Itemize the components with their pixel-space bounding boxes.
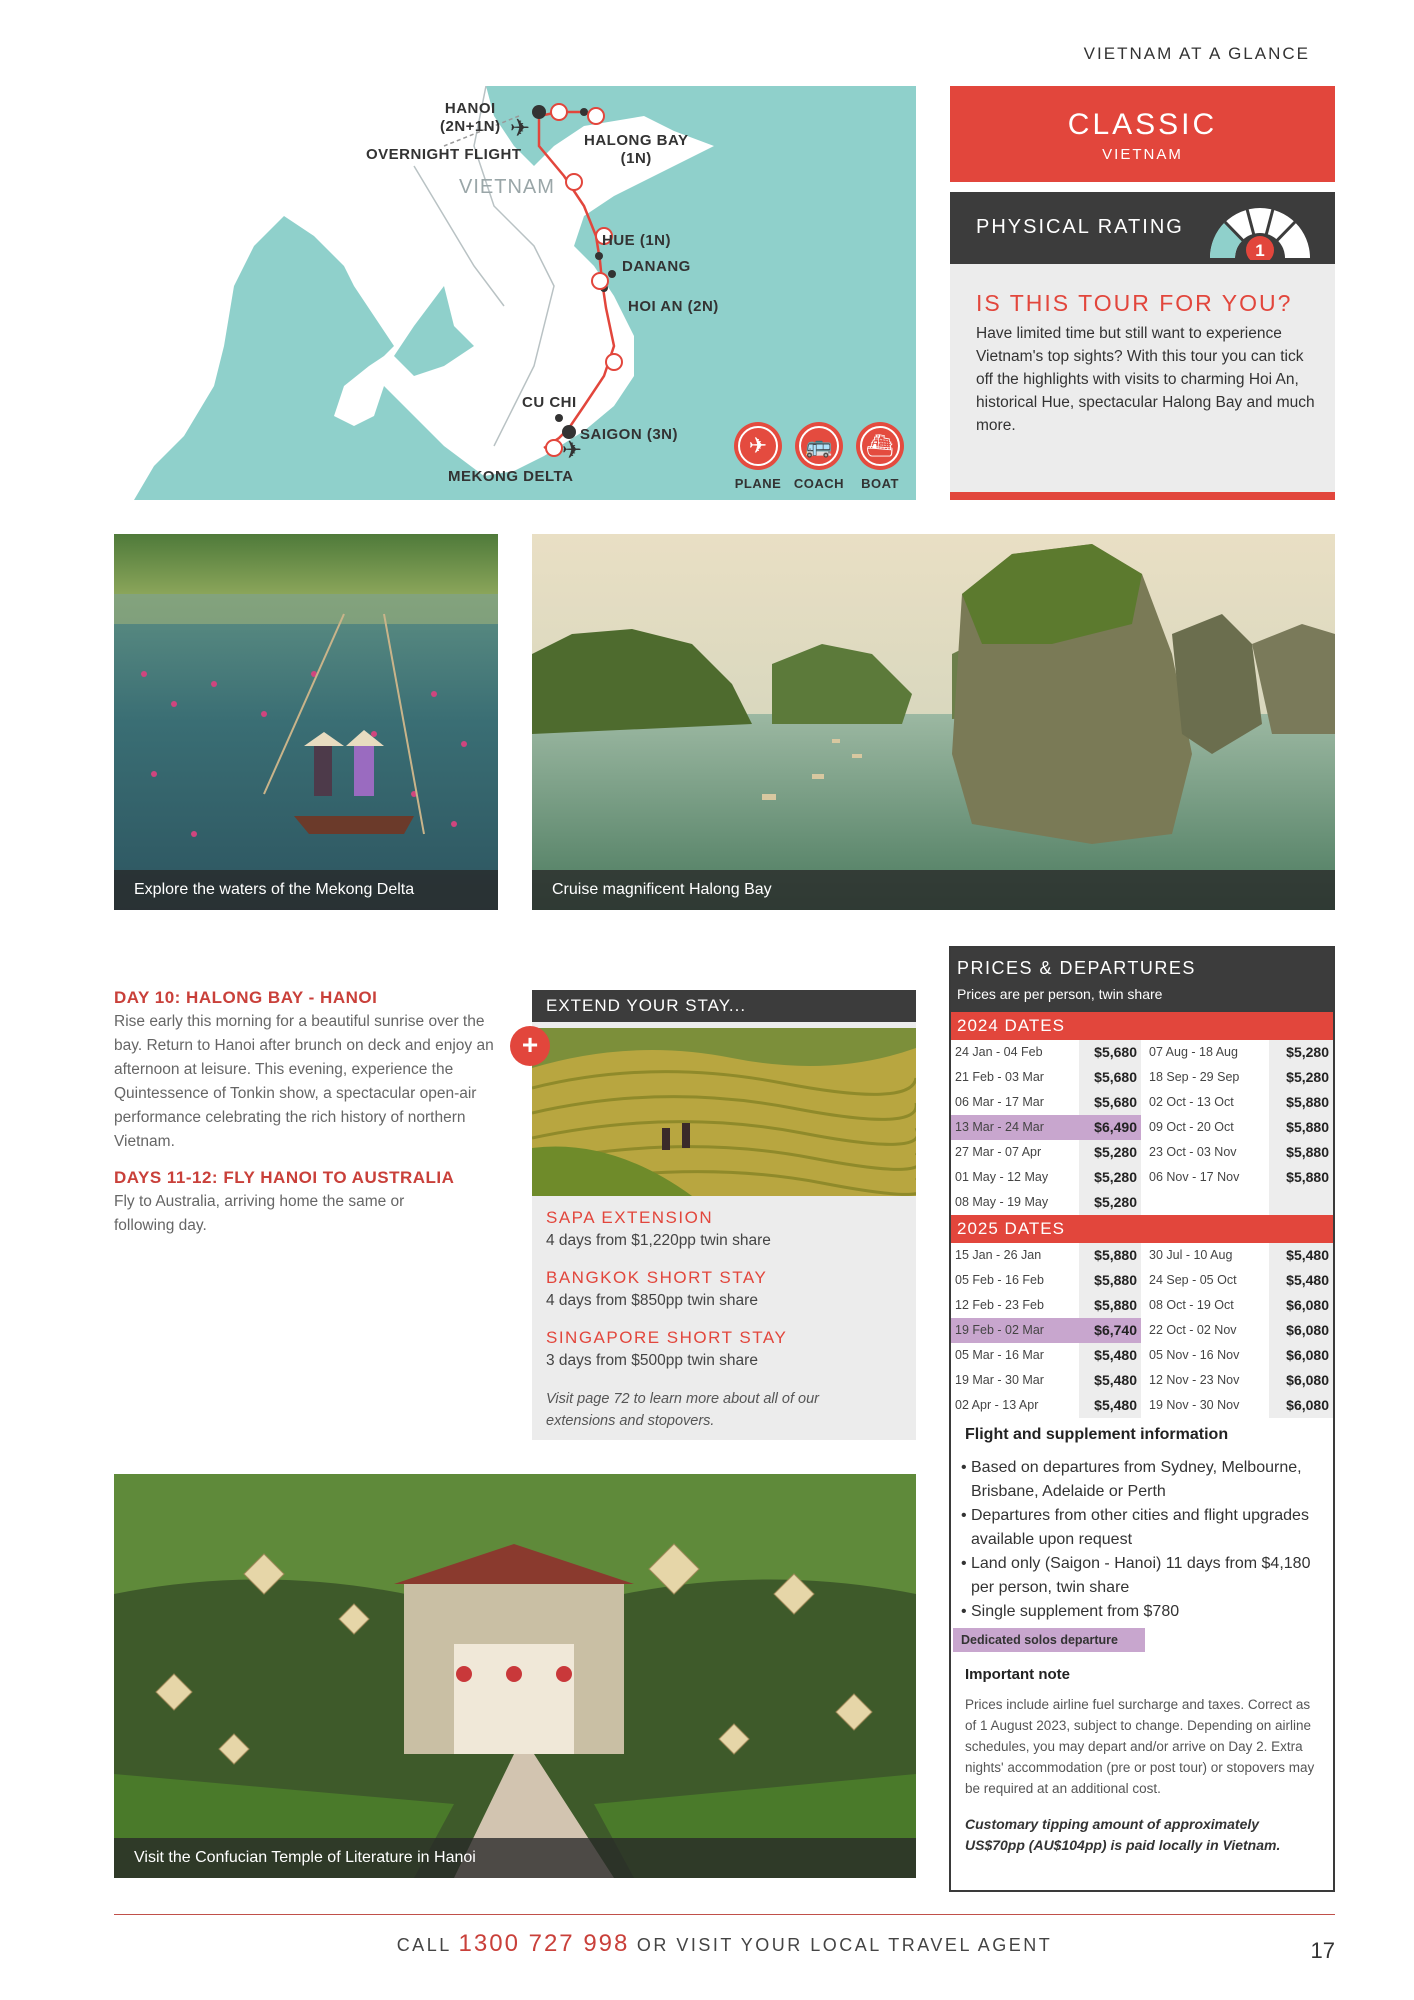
plane-marker-icon: ✈ xyxy=(510,114,531,142)
price-cell: $5,880 xyxy=(1269,1165,1333,1190)
day-10-heading: DAY 10: HALONG BAY - HANOI xyxy=(114,988,378,1007)
table-row xyxy=(951,1190,1333,1215)
date-cell: 05 Mar - 16 Mar xyxy=(955,1348,1044,1362)
price-cell: $5,280 xyxy=(1079,1165,1141,1190)
price-cell: $5,880 xyxy=(1079,1243,1141,1268)
physical-rating-label: PHYSICAL RATING xyxy=(976,216,1184,238)
caption-temple: Visit the Confucian Temple of Literature in Hanoi xyxy=(114,1838,916,1878)
price-cell: $6,740 xyxy=(1079,1318,1141,1343)
price-cell: $5,480 xyxy=(1079,1393,1141,1418)
table-row xyxy=(951,1165,1333,1190)
prices-subtitle: Prices are per person, twin share xyxy=(957,986,1163,1002)
date-cell: 19 Nov - 30 Nov xyxy=(1149,1398,1240,1412)
list-item: • Single supplement from $780 xyxy=(959,1600,1329,1624)
date-cell: 02 Oct - 13 Oct xyxy=(1149,1095,1234,1109)
date-cell: 05 Nov - 16 Nov xyxy=(1149,1348,1240,1362)
price-cell: $5,880 xyxy=(1269,1090,1333,1115)
day-10-text: Rise early this morning for a beautiful sunrise over the bay. Return to Hanoi after brunch on deck and enjoy an afternoon at leisure. This evening, experience the Quintessence of Tonkin show, a spectacular open-air performance celebrating the rich history of northern Vietnam. xyxy=(114,1013,494,1150)
label-mekong-delta: MEKONG DELTA xyxy=(448,468,574,485)
hanoi-dot xyxy=(532,105,546,119)
day-11-12-heading: DAYS 11-12: FLY HANOI TO AUSTRALIA xyxy=(114,1168,455,1187)
list-item: • Departures from other cities and flight upgrades available upon request xyxy=(959,1504,1329,1552)
tour-for-you-box xyxy=(950,264,1335,500)
year-heading: 2024 DATES xyxy=(951,1012,1333,1040)
table-row xyxy=(951,1140,1333,1165)
photo-halong-bay xyxy=(532,534,1335,910)
prices-departures-panel xyxy=(949,946,1335,1892)
price-cell: $5,280 xyxy=(1269,1040,1333,1065)
date-cell: 22 Oct - 02 Nov xyxy=(1149,1323,1237,1337)
list-item: • Land only (Saigon - Hanoi) 11 days from $4,180 per person, twin share xyxy=(959,1552,1329,1600)
date-cell: 02 Apr - 13 Apr xyxy=(955,1398,1039,1412)
phone-number[interactable]: 1300 727 998 xyxy=(458,1930,630,1957)
date-cell: 19 Feb - 02 Mar xyxy=(951,1318,1079,1343)
price-cell: $5,680 xyxy=(1079,1065,1141,1090)
footer-divider xyxy=(114,1914,1335,1915)
extend-note: Visit page 72 to learn more about all of our extensions and stopovers. xyxy=(546,1391,819,1429)
photo-temple-of-literature xyxy=(114,1474,916,1878)
date-cell xyxy=(1145,1190,1269,1215)
extend-heading: EXTEND YOUR STAY... xyxy=(532,990,916,1022)
halong-dot xyxy=(580,108,588,116)
solos-departure-badge: Dedicated solos departure xyxy=(953,1628,1145,1652)
table-row xyxy=(951,1243,1333,1268)
price-cell: $6,080 xyxy=(1269,1368,1333,1393)
date-cell: 12 Nov - 23 Nov xyxy=(1149,1373,1240,1387)
price-cell: $5,480 xyxy=(1079,1343,1141,1368)
prices-header xyxy=(951,948,1333,1012)
date-cell: 27 Mar - 07 Apr xyxy=(955,1145,1042,1159)
hue-dot xyxy=(595,252,603,260)
label-overnight-flight: OVERNIGHT FLIGHT xyxy=(366,146,522,163)
price-cell: $5,280 xyxy=(1079,1140,1141,1165)
price-cell: $6,490 xyxy=(1079,1115,1141,1140)
date-cell: 07 Aug - 18 Aug xyxy=(1149,1045,1238,1059)
label-danang: DANANG xyxy=(622,258,691,275)
plus-icon: + xyxy=(510,1026,550,1066)
date-cell: 18 Sep - 29 Sep xyxy=(1149,1070,1240,1084)
page-number: 17 xyxy=(1310,1938,1335,1963)
price-cell: $5,280 xyxy=(1269,1065,1333,1090)
extend-your-stay-box xyxy=(521,990,916,1440)
sapa-extension-title: SAPA EXTENSION xyxy=(546,1208,714,1227)
label-saigon: SAIGON (3N) xyxy=(580,426,679,443)
rating-gauge-icon xyxy=(1205,200,1315,260)
date-cell: 05 Feb - 16 Feb xyxy=(955,1273,1044,1287)
date-cell: 01 May - 12 May xyxy=(955,1170,1049,1184)
plane-icon: ✈ xyxy=(748,433,768,458)
day-11-12-text: Fly to Australia, arriving home the same or following day. xyxy=(114,1193,405,1234)
important-note-text: Prices include airline fuel surcharge and taxes. Correct as of 1 August 2023, subject to change. Depending on airline schedules, you may depart and/or arrive on Day 2. Extra nights' accommodation (pre or post tour) or stopovers may be required at an additional cost. xyxy=(965,1697,1315,1796)
date-cell: 08 May - 19 May xyxy=(955,1195,1049,1209)
legend-coach: 🚌 COACH xyxy=(790,422,848,491)
label-cu-chi: CU CHI xyxy=(522,394,577,411)
table-row xyxy=(951,1090,1333,1115)
cuchi-dot xyxy=(555,414,563,422)
legend-boat: ⛴ BOAT xyxy=(851,422,909,491)
date-cell: 13 Mar - 24 Mar xyxy=(951,1115,1079,1140)
flight-info-list xyxy=(959,1456,1329,1624)
caption-mekong: Explore the waters of the Mekong Delta xyxy=(114,870,498,910)
price-cell: $5,880 xyxy=(1269,1115,1333,1140)
tour-title-card xyxy=(950,86,1335,182)
route-map xyxy=(114,86,916,500)
table-row xyxy=(951,1040,1333,1065)
date-cell: 15 Jan - 26 Jan xyxy=(955,1248,1042,1262)
danang-dot xyxy=(608,270,616,278)
price-cell: $5,880 xyxy=(1079,1293,1141,1318)
table-row xyxy=(951,1268,1333,1293)
date-cell: 06 Nov - 17 Nov xyxy=(1149,1170,1240,1184)
page-section-title: VIETNAM AT A GLANCE xyxy=(1083,44,1310,63)
coach-icon: 🚌 xyxy=(805,433,833,458)
sapa-extension-detail: 4 days from $1,220pp twin share xyxy=(546,1232,771,1249)
tour-destination: VIETNAM xyxy=(1102,146,1183,163)
tipping-note: Customary tipping amount of approximately US$70pp (AU$104pp) is paid locally in Vietnam. xyxy=(965,1816,1281,1853)
footer-cta: CALL 1300 727 998 OR VISIT YOUR LOCAL TRAVEL AGENT xyxy=(396,1930,1053,1957)
legend-plane: ✈ PLANE xyxy=(729,422,787,491)
label-hanoi: HANOI (2N+1N) xyxy=(440,100,501,135)
price-cell: $5,880 xyxy=(1079,1268,1141,1293)
table-row xyxy=(951,1115,1333,1140)
date-cell: 12 Feb - 23 Feb xyxy=(955,1298,1044,1312)
svg-text:✈: ✈ xyxy=(562,436,583,464)
photo-sapa-terraces xyxy=(532,1028,916,1196)
date-cell: 24 Jan - 04 Feb xyxy=(955,1045,1043,1059)
table-row xyxy=(951,1318,1333,1343)
bangkok-stay-title: BANGKOK SHORT STAY xyxy=(546,1268,768,1287)
price-cell: $5,480 xyxy=(1269,1268,1333,1293)
price-cell: $5,680 xyxy=(1079,1040,1141,1065)
prices-title: PRICES & DEPARTURES xyxy=(957,958,1196,978)
label-halong-bay: HALONG BAY (1N) xyxy=(584,132,689,167)
boat-icon: ⛴ xyxy=(866,433,894,458)
price-cell: $6,080 xyxy=(1269,1393,1333,1418)
singapore-stay-detail: 3 days from $500pp twin share xyxy=(546,1352,758,1369)
table-row xyxy=(951,1368,1333,1393)
year-heading: 2025 DATES xyxy=(951,1215,1333,1243)
price-cell: $6,080 xyxy=(1269,1318,1333,1343)
rating-value: 1 xyxy=(1255,241,1265,260)
price-cell: $5,280 xyxy=(1079,1190,1141,1215)
table-row xyxy=(951,1393,1333,1418)
price-cell: $5,880 xyxy=(1269,1140,1333,1165)
bangkok-stay-detail: 4 days from $850pp twin share xyxy=(546,1292,758,1309)
price-cell: $6,080 xyxy=(1269,1293,1333,1318)
label-country: VIETNAM xyxy=(459,176,555,198)
price-cell: $5,480 xyxy=(1079,1368,1141,1393)
table-row xyxy=(951,1065,1333,1090)
table-row xyxy=(951,1293,1333,1318)
flight-info-heading: Flight and supplement information xyxy=(965,1426,1229,1443)
date-cell: 08 Oct - 19 Oct xyxy=(1149,1298,1234,1312)
date-cell: 21 Feb - 03 Mar xyxy=(955,1070,1044,1084)
photo-mekong-delta xyxy=(114,534,498,910)
price-cell: $5,480 xyxy=(1269,1243,1333,1268)
important-note-heading: Important note xyxy=(965,1666,1070,1683)
price-cell xyxy=(1269,1190,1333,1215)
caption-halong: Cruise magnificent Halong Bay xyxy=(532,870,1335,910)
table-row xyxy=(951,1343,1333,1368)
label-hue: HUE (1N) xyxy=(602,232,672,249)
date-cell: 23 Oct - 03 Nov xyxy=(1149,1145,1237,1159)
physical-rating-bar xyxy=(950,192,1335,264)
date-cell: 09 Oct - 20 Oct xyxy=(1149,1120,1234,1134)
date-cell: 24 Sep - 05 Oct xyxy=(1149,1273,1237,1287)
label-hoi-an: HOI AN (2N) xyxy=(628,298,719,315)
date-cell: 19 Mar - 30 Mar xyxy=(955,1373,1044,1387)
price-cell: $5,680 xyxy=(1079,1090,1141,1115)
date-cell: 06 Mar - 17 Mar xyxy=(955,1095,1044,1109)
tour-for-you-text: Have limited time but still want to experience Vietnam's top sights? With this tour you can tick off the highlights with visits to charming Hoi An, historical Hue, spectacular Halong Bay and much more. xyxy=(976,325,1315,434)
tour-for-you-heading: IS THIS TOUR FOR YOU? xyxy=(976,290,1293,316)
list-item: • Based on departures from Sydney, Melbourne, Brisbane, Adelaide or Perth xyxy=(959,1456,1329,1504)
price-cell: $6,080 xyxy=(1269,1343,1333,1368)
singapore-stay-title: SINGAPORE SHORT STAY xyxy=(546,1328,788,1347)
tour-name: CLASSIC xyxy=(1067,108,1218,141)
date-cell: 30 Jul - 10 Aug xyxy=(1149,1248,1233,1262)
